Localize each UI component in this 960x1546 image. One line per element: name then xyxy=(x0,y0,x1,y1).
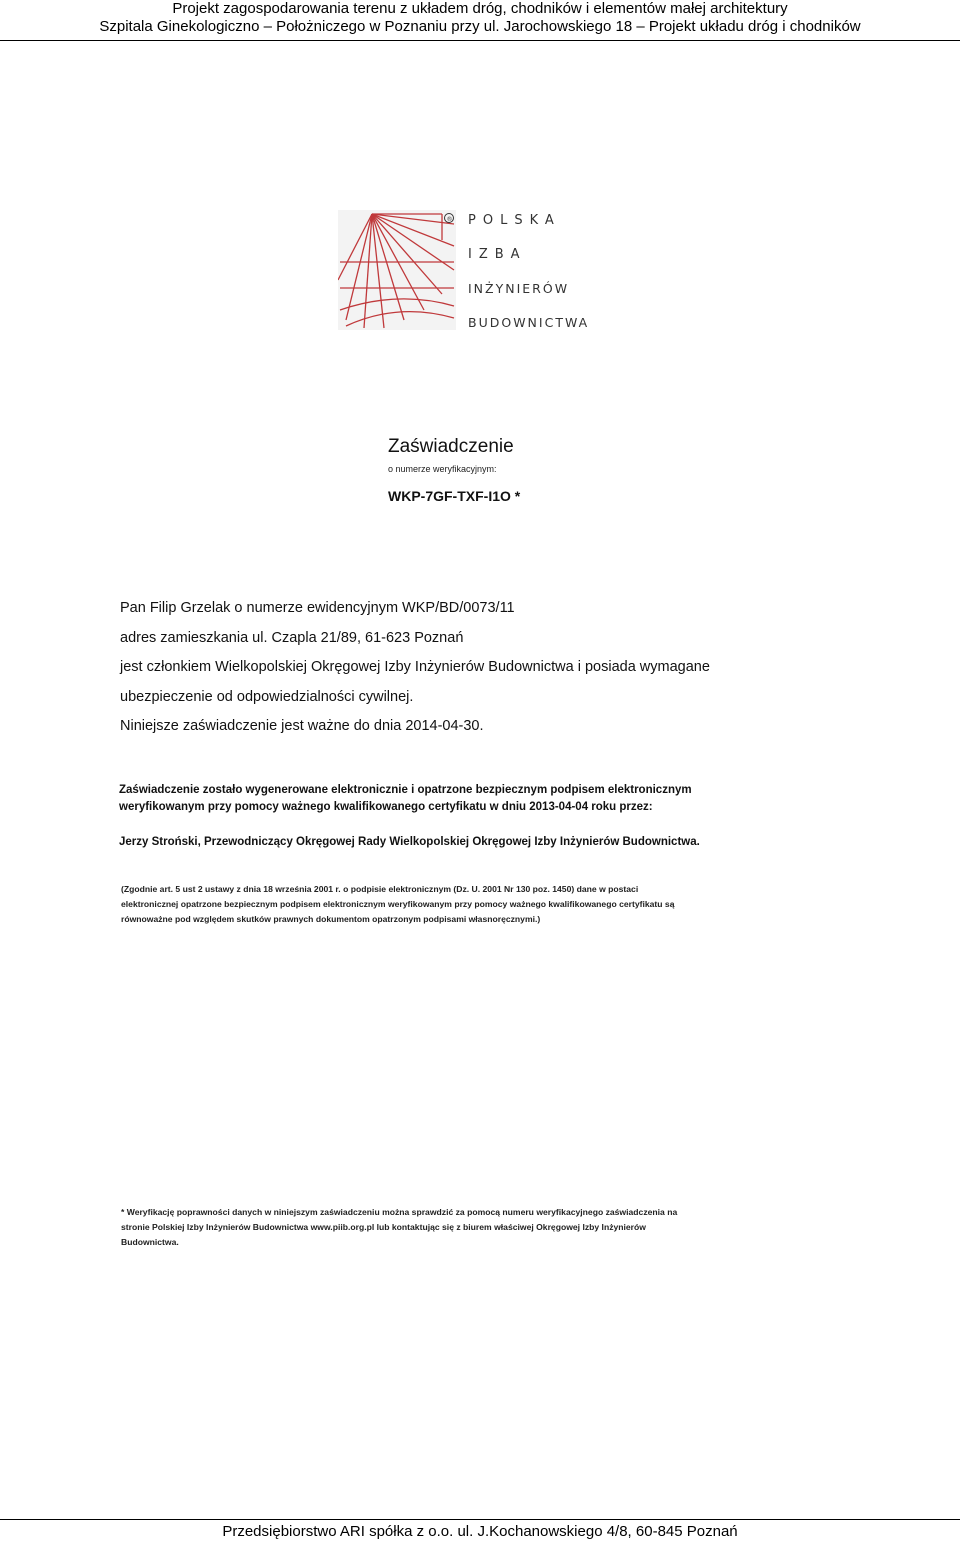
footnote-line: * Weryfikację poprawności danych w niniejszym zaświadczeniu można sprawdzić za pomocą numeru weryfikacyjnego zaświadczenia na xyxy=(121,1207,678,1217)
header-line-2: Szpitala Ginekologiczno – Położniczego w Poznaniu przy ul. Jarochowskiego 18 – Projekt układu dróg i chodników xyxy=(99,18,861,35)
body-line: adres zamieszkania ul. Czapla 21/89, 61-623 Poznań xyxy=(120,629,464,646)
signature-line: Zaświadczenie zostało wygenerowane elektronicznie i opatrzone bezpiecznym podpisem elektronicznym xyxy=(119,784,692,796)
certificate-subtitle: o numerze weryfikacyjnym: xyxy=(388,464,497,474)
logo-word-1: POLSKA xyxy=(468,213,561,228)
legal-line: równoważne pod względem skutków prawnych dokumentom opatrzonym podpisami własnoręcznymi.) xyxy=(121,914,541,924)
legal-note xyxy=(121,882,811,927)
signature-statement xyxy=(119,782,819,851)
body-line: Pan Filip Grzelak o numerze ewidencyjnym WKP/BD/0073/11 xyxy=(120,600,515,616)
certificate-title-block xyxy=(388,436,520,504)
verification-code: WKP-7GF-TXF-I1O * xyxy=(388,488,521,504)
certificate-body xyxy=(120,594,820,742)
footnote-line: stronie Polskiej Izby Inżynierów Budownictwa www.piib.org.pl lub kontaktując się z biurem właściwej Okręgowej Izby Inżynierów xyxy=(121,1222,646,1232)
page-header xyxy=(0,0,960,41)
legal-line: elektronicznej opatrzone bezpiecznym podpisem elektronicznym weryfikowanym przy pomocy ważnego kwalifikowanego certyfikatu są xyxy=(121,899,675,909)
registered-mark: ® xyxy=(446,216,453,223)
certificate-title: Zaświadczenie xyxy=(388,436,514,457)
header-line-1: Projekt zagospodarowania terenu z układem dróg, chodników i elementów małej architektury xyxy=(172,0,788,17)
logo-wordmark xyxy=(468,212,598,348)
signer: Jerzy Stroński, Przewodniczący Okręgowej Rady Wielkopolskiej Okręgowej Izby Inżynierów Budownictwa. xyxy=(119,836,700,848)
signature-line: weryfikowanym przy pomocy ważnego kwalifikowanego certyfikatu w dniu 2013-04-04 roku przez: xyxy=(119,801,653,813)
footnote xyxy=(121,1205,811,1250)
footnote-line: Budownictwa. xyxy=(121,1237,179,1247)
body-line: jest członkiem Wielkopolskiej Okręgowej Izby Inżynierów Budownictwa i posiada wymagane xyxy=(120,659,710,675)
body-line: Niniejsze zaświadczenie jest ważne do dnia 2014-04-30. xyxy=(120,718,484,734)
legal-line: (Zgodnie art. 5 ust 2 ustawy z dnia 18 września 2001 r. o podpisie elektronicznym (Dz. U. 2001 Nr 130 poz. 1450) dane w postaci xyxy=(121,884,639,894)
logo-word-4: BUDOWNICTWA xyxy=(468,315,590,330)
logo-word-2: IZBA xyxy=(468,247,527,262)
page-footer: Przedsiębiorstwo ARI spółka z o.o. ul. J.Kochanowskiego 4/8, 60-845 Poznań xyxy=(0,1519,960,1546)
logo-word-3: INŻYNIERÓW xyxy=(468,281,570,296)
body-line: ubezpieczenie od odpowiedzialności cywilnej. xyxy=(120,688,414,705)
